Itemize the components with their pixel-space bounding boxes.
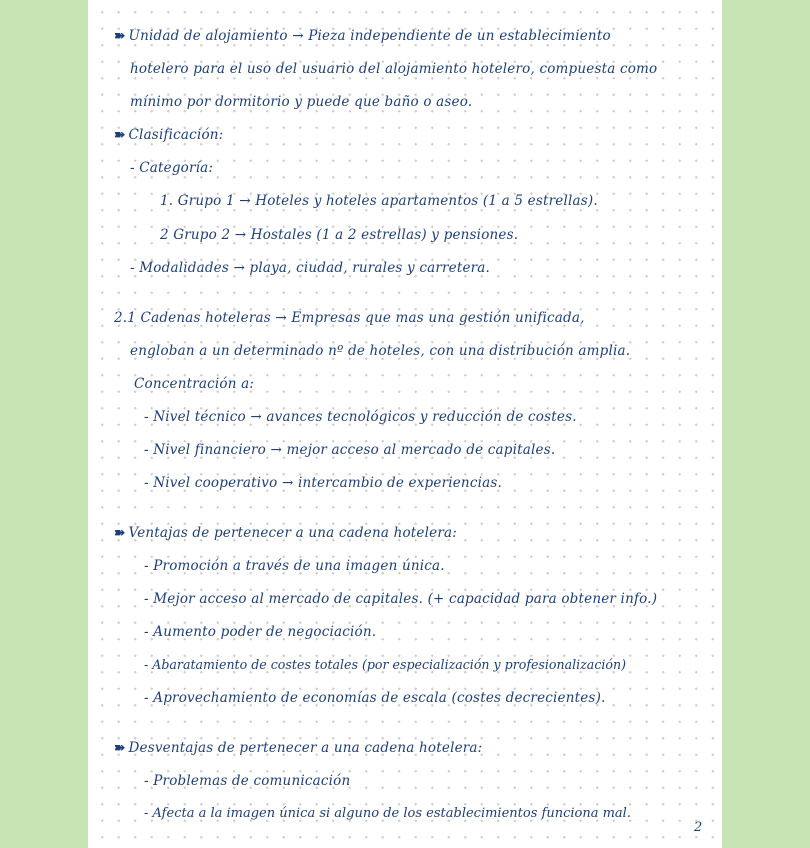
note-line-10: engloban a un determinado nº de hoteles, con una distribución amplia.	[130, 343, 631, 359]
note-line-1: ➽ Unidad de alojamiento → Pieza independiente de un establecimiento	[114, 28, 611, 44]
note-line-5: - Categoría:	[130, 160, 214, 176]
notebook-page	[88, 0, 722, 848]
note-line-18: - Aumento poder de negociación.	[144, 624, 377, 640]
note-line-8: - Modalidades → playa, ciudad, rurales y carretera.	[130, 260, 491, 276]
note-line-9: 2.1 Cadenas hoteleras → Empresas que mas una gestión unificada,	[114, 310, 585, 326]
note-line-16: - Promoción a través de una imagen única.	[144, 558, 445, 574]
note-line-15: ➽ Ventajas de pertenecer a una cadena hotelera:	[114, 525, 457, 541]
note-line-7: 2 Grupo 2 → Hostales (1 a 2 estrellas) y pensiones.	[160, 227, 519, 243]
note-line-3: mínimo por dormitorio y puede que baño o aseo.	[130, 94, 473, 110]
note-line-22: - Problemas de comunicación	[144, 773, 351, 789]
note-line-11: Concentración a:	[134, 376, 255, 392]
arrow-bullet-icon: ➽	[114, 127, 126, 143]
note-line-20: - Aprovechamiento de economías de escala (costes decrecientes).	[144, 690, 606, 706]
note-line-23: - Afecta a la imagen única si alguno de los establecimientos funciona mal.	[144, 806, 631, 821]
arrow-bullet-icon: ➽	[114, 525, 126, 541]
note-line-12: - Nivel técnico → avances tecnológicos y reducción de costes.	[144, 409, 577, 425]
arrow-bullet-icon: ➽	[114, 28, 126, 44]
note-line-13: - Nivel financiero → mejor acceso al mercado de capitales.	[144, 442, 556, 458]
note-line-19: - Abaratamiento de costes totales (por especialización y profesionalización)	[144, 657, 627, 672]
note-line-14: - Nivel cooperativo → intercambio de experiencias.	[144, 475, 502, 491]
note-line-4: ➽ Clasificación:	[114, 127, 224, 143]
page-number: 2	[694, 820, 703, 835]
note-line-17: - Mejor acceso al mercado de capitales. (+ capacidad para obtener info.)	[144, 591, 658, 607]
note-line-21: ➽ Desventajas de pertenecer a una cadena hotelera:	[114, 740, 483, 756]
note-line-6: 1. Grupo 1 → Hoteles y hoteles apartamentos (1 a 5 estrellas).	[160, 193, 598, 209]
arrow-bullet-icon: ➽	[114, 740, 126, 756]
note-line-2: hotelero para el uso del usuario del alojamiento hotelero, compuesta como	[130, 61, 658, 77]
